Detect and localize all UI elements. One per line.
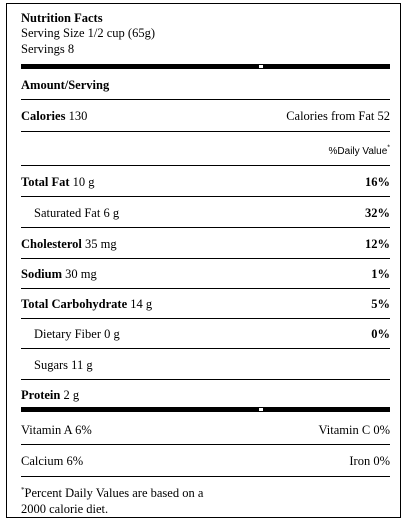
footnote-line-2: 2000 calorie diet. (21, 502, 109, 516)
serving-size: Serving Size 1/2 cup (65g) (21, 26, 156, 40)
amount-per-serving-label: Amount/Serving (21, 78, 110, 92)
divider (21, 476, 390, 477)
calcium: Calcium 6% (21, 454, 84, 468)
divider (21, 318, 390, 319)
nutrient-amount: 0 g (104, 327, 120, 341)
calories-value: 130 (68, 109, 88, 123)
nutrient-amount: 30 mg (65, 267, 97, 281)
nutrient-amount: 11 g (71, 358, 93, 372)
divider (21, 258, 390, 259)
servings-per-container: Servings 8 (21, 42, 75, 56)
daily-value-asterisk: * (387, 144, 390, 152)
calories-from-fat: Calories from Fat 52 (286, 109, 390, 123)
nutrient-daily-value: 12% (365, 237, 390, 251)
nutrient-daily-value: 1% (371, 267, 390, 281)
daily-value-header: %Daily Value (328, 146, 388, 157)
panel-title: Nutrition Facts (21, 11, 103, 25)
nutrient-daily-value: 0% (371, 327, 390, 341)
divider (21, 288, 390, 289)
vitamin-a: Vitamin A 6% (21, 423, 92, 437)
nutrient-label: Cholesterol (21, 237, 82, 251)
divider (21, 165, 390, 166)
nutrient-daily-value: 32% (365, 206, 390, 220)
nutrition-facts-panel (6, 3, 401, 518)
nutrient-label: Saturated Fat (34, 206, 101, 220)
nutrient-amount: 35 mg (85, 237, 117, 251)
footnote-asterisk: * (21, 485, 25, 494)
calories-label: Calories (21, 109, 66, 123)
vitamin-c: Vitamin C 0% (318, 423, 390, 437)
nutrient-amount: 14 g (130, 297, 153, 311)
nutrient-amount: 2 g (63, 388, 80, 402)
divider (21, 227, 390, 228)
nutrient-label: Sugars (34, 358, 69, 372)
nutrient-daily-value: 5% (371, 297, 390, 311)
divider (21, 379, 390, 380)
nutrient-label: Total Fat (21, 175, 70, 189)
footnote-line-1: Percent Daily Values are based on a (24, 486, 204, 500)
nutrient-label: Dietary Fiber (34, 327, 101, 341)
nutrient-label: Total Carbohydrate (21, 297, 128, 311)
divider (21, 196, 390, 197)
nutrient-label: Protein (21, 388, 61, 402)
nutrient-daily-value: 16% (365, 175, 390, 189)
thick-divider-top (21, 64, 390, 69)
thick-divider-bottom (21, 407, 390, 412)
iron: Iron 0% (349, 454, 390, 468)
nutrient-label: Sodium (21, 267, 62, 281)
divider (21, 131, 390, 132)
divider (21, 99, 390, 100)
footnote (21, 485, 390, 517)
divider (21, 444, 390, 445)
nutrient-amount: 6 g (103, 206, 120, 220)
nutrition-facts-content (21, 4, 390, 517)
divider (21, 348, 390, 349)
nutrient-amount: 10 g (72, 175, 95, 189)
